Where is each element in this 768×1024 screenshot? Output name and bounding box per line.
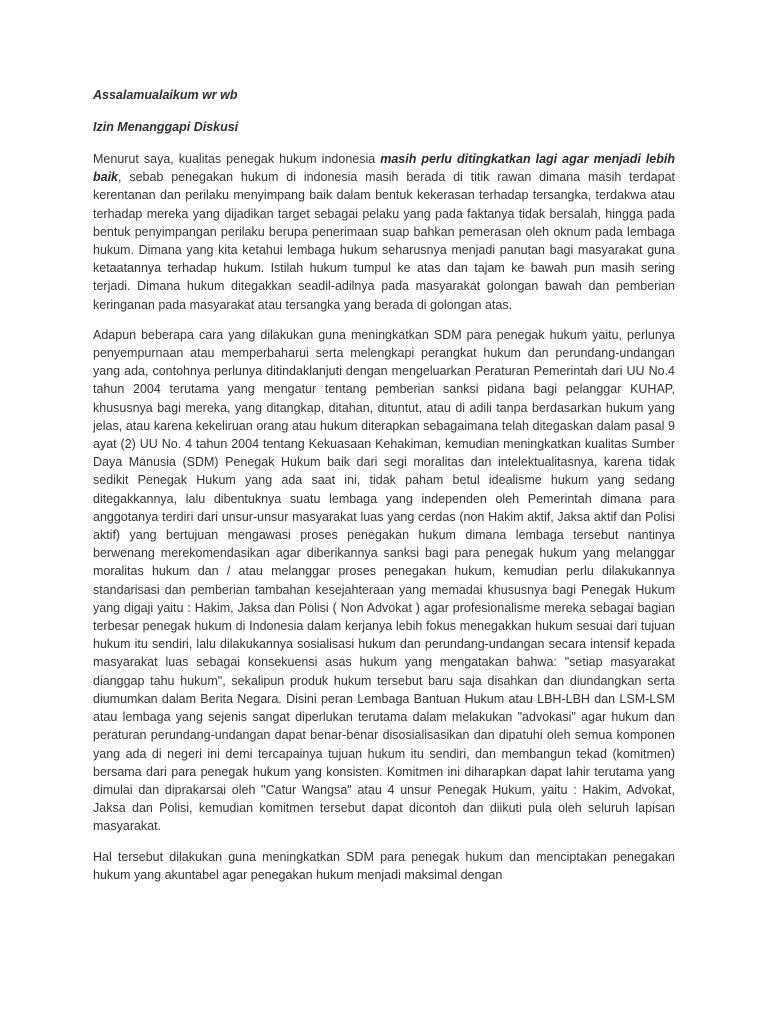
paragraph-1-rest: , sebab penegakan hukum di indonesia masih berada di titik rawan dimana masih terdapat kerentanan dan perilaku menyimpang baik dalam bentuk kekerasan terhadap tersangka, terdakwa atau terhadap mereka yang dijadikan target sebagai pelaku yang pada faktanya tidak bersalah, hingga pada bentuk penyimpangan perilaku berupa penerimaan suap bahkan pemerasan oleh oknum pada lembaga hukum. Dimana yang kita ketahui lembaga hukum seharusnya menjadi panutan bagi masyarakat guna ketaatannya terhadap hukum. Istilah hukum tumpul ke atas dan tajam ke bawah pun masih sering terjadi. Dimana hukum ditegakkan seadil-adilnya pada masyarakat golongan bawah dan pemberian keringanan pada masyarakat atau tersangka yang berada di golongan atas. <box>93 170 675 312</box>
greeting-line: Assalamualaikum wr wb <box>93 88 238 102</box>
paragraph-1 <box>93 150 675 314</box>
paragraph-1-emphasis: masih perlu ditingkatkan lagi agar menjadi lebih baik <box>93 152 675 185</box>
paragraph-1-lead: Menurut saya, kualitas penegak hukum indonesia <box>93 152 381 166</box>
discussion-subheading: Izin Menanggapi Diskusi <box>93 120 239 134</box>
paragraph-2: Adapun beberapa cara yang dilakukan guna meningkatkan SDM para penegak hukum yaitu, perlunya penyempurnaan atau memperbaharui serta melengkapi perangkat hukum dan perundang-undangan yang ada, contohnya perlunya ditindaklanjuti dengan mengeluarkan Peraturan Pemerintah dari UU No.4 tahun 2004 terutama yang mengatur tentang pemberian sanksi pidana bagi pelanggar KUHAP, khususnya bagi mereka, yang ditangkap, ditahan, dituntut, atau di adili tanpa berdasarkan hukum yang jelas, atau karena kekeliruan orang atau hukum diterapkan sebagaimana telah ditegaskan dalam pasal 9 ayat (2) UU No. 4 tahun 2004 tentang Kekuasaan Kehakiman, kemudian meningkatkan kualitas Sumber Daya Manusia (SDM) Penegak Hukum baik dari segi moralitas dan intelektualitasnya, karena tidak sedikit Penegak Hukum yang ada saat ini, tidak paham betul idealisme hukum yang sedang ditegakkannya, lalu dibentuknya suatu lembaga yang independen oleh Pemerintah dimana para anggotanya terdiri dari unsur-unsur masyarakat luas yang cerdas (non Hakim aktif, Jaksa aktif dan Polisi aktif) yang bertujuan mengawasi proses penegakan hukum dimana lembaga tersebut nantinya berwenang merekomendasikan agar diberikannya sanksi bagi para penegak hukum yang melanggar moralitas hukum dan / atau melanggar proses penegakan hukum, kemudian perlu dilakukannya standarisasi dan pemberian tambahan kesejahteraan yang memadai khususnya bagi Penegak Hukum yang digaji yaitu : Hakim, Jaksa dan Polisi ( Non Advokat ) agar profesionalisme mereka sebagai bagian terbesar penegak hukum di Indonesia dalam kerjanya lebih fokus menegakkan hukum sesuai dari tujuan hukum itu sendiri, lalu dilakukannya sosialisasi hukum dan perundang-undangan secara intensif kepada masyarakat luas sebagai konsekuensi asas hukum yang mengatakan bahwa: "setiap masyarakat dianggap tahu hukum", sekalipun produk hukum tersebut baru saja disahkan dan diundangkan serta diumumkan dalam Berita Negara. Disini peran Lembaga Bantuan Hukum atau LBH-LBH dan LSM-LSM atau lembaga yang sejenis sangat diperlukan terutama dalam melakukan "advokasi" agar hukum dan peraturan perundang-undangan dapat benar-benar disosialisasikan dan dipatuhi oleh semua komponen yang ada di negeri ini demi tercapainya tujuan hukum itu sendiri, dan membangun tekad (komitmen) bersama dari para penegak hukum yang konsisten. Komitmen ini diharapkan dapat lahir terutama yang dimulai dan diprakarsai oleh "Catur Wangsa" atau 4 unsur Penegak Hukum, yaitu : Hakim, Advokat, Jaksa dan Polisi, kemudian komitmen tersebut dapat dicontoh dan diikuti pula oleh seluruh lapisan masyarakat. <box>93 327 675 834</box>
paragraph-3: Hal tersebut dilakukan guna meningkatkan SDM para penegak hukum dan menciptakan penegakan hukum yang akuntabel agar penegakan hukum menjadi maksimal dengan <box>93 849 675 882</box>
